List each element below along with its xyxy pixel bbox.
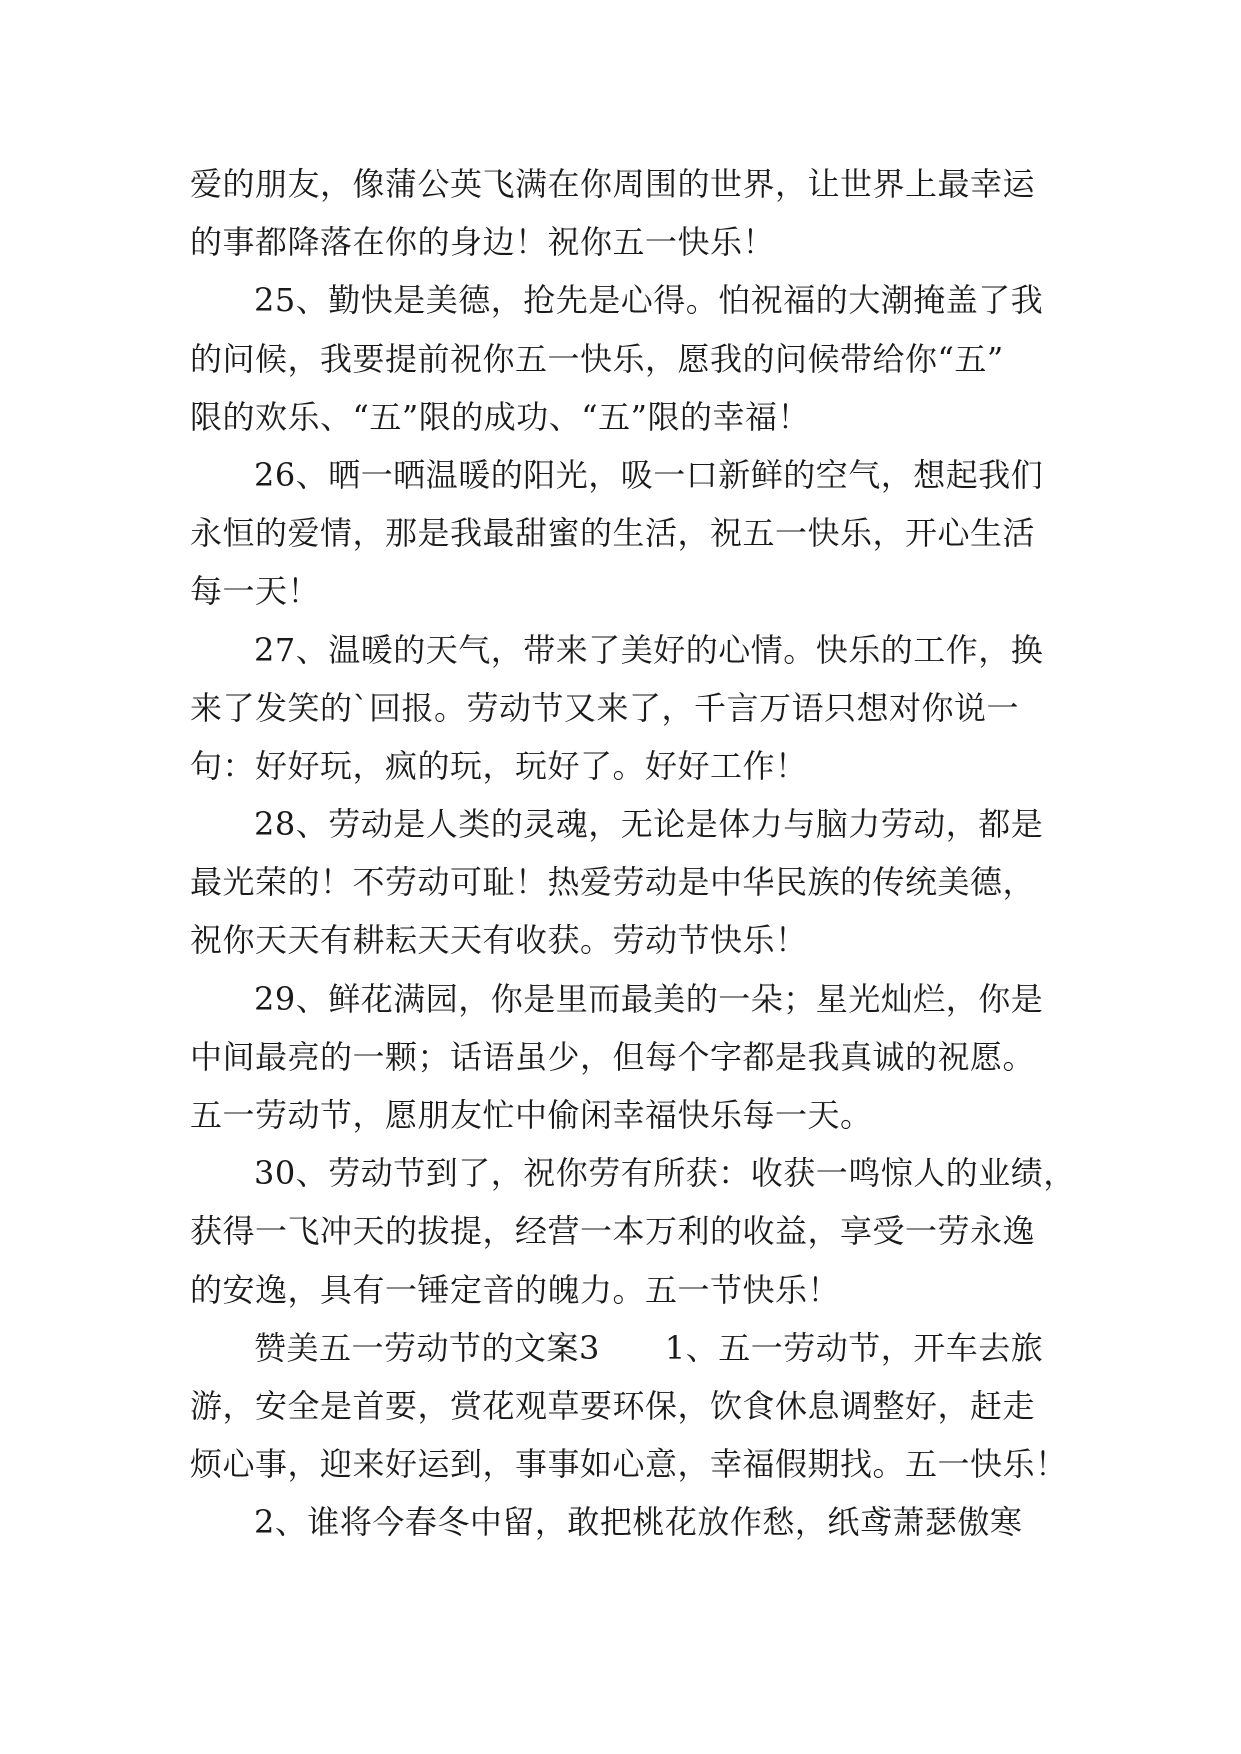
text-line: 永恒的爱情，那是我最甜蜜的生活，祝五一快乐，开心生活: [190, 514, 1036, 553]
text-line: 27、温暖的天气，带来了美好的心情。快乐的工作，换: [254, 630, 1044, 669]
text-line: 的安逸，具有一锤定音的魄力。五一节快乐！: [190, 1270, 841, 1309]
text-line: 28、劳动是人类的灵魂，无论是体力与脑力劳动，都是: [254, 805, 1044, 844]
text-line: 祝你天天有耕耘天天有收获。劳动节快乐！: [190, 921, 808, 960]
text-line: 烦心事，迎来好运到，事事如心意，幸福假期找。五一快乐！: [190, 1445, 1068, 1484]
text-line: 来了发笑的`回报。劳动节又来了，千言万语只想对你说一: [190, 688, 1020, 727]
document-body: [190, 155, 1076, 1552]
text-line: 2、谁将今春冬中留，敢把桃花放作愁，纸鸢萧瑟傲寒: [254, 1503, 1023, 1542]
text-line: 的问候，我要提前祝你五一快乐，愿我的问候带给你“五”: [190, 339, 1004, 378]
text-line: 句：好好玩，疯的玩，玩好了。好好工作！: [190, 746, 808, 785]
text-line: 最光荣的！不劳动可耻！热爱劳动是中华民族的传统美德，: [190, 863, 1036, 902]
text-line: 限的欢乐、“五”限的成功、“五”限的幸福！: [190, 397, 810, 436]
text-line: 中间最亮的一颗；话语虽少，但每个字都是我真诚的祝愿。: [190, 1037, 1036, 1076]
text-line: 25、勤快是美德，抢先是心得。怕祝福的大潮掩盖了我: [254, 281, 1044, 320]
text-line: 30、劳动节到了，祝你劳有所获：收获一鸣惊人的业绩，: [254, 1154, 1076, 1193]
text-line: 五一劳动节，愿朋友忙中偷闲幸福快乐每一天。: [190, 1096, 873, 1134]
text-line: 29、鲜花满园，你是里而最美的一朵；星光灿烂，你是: [254, 979, 1044, 1018]
text-line: 爱的朋友，像蒲公英飞满在你周围的世界，让世界上最幸运: [190, 165, 1036, 203]
text-line: 游，安全是首要，赏花观草要环保，饮食休息调整好，赶走: [190, 1386, 1036, 1425]
text-line: 26、晒一晒温暖的阳光，吸一口新鲜的空气，想起我们: [254, 455, 1044, 494]
text-line: 赞美五一劳动节的文案3 1、五一劳动节，开车去旅: [254, 1328, 1044, 1367]
text-line: 获得一飞冲天的拔提，经营一本万利的收益，享受一劳永逸: [190, 1212, 1036, 1251]
text-line: 每一天！: [190, 572, 321, 611]
text-line: 的事都降落在你的身边！祝你五一快乐！: [190, 223, 776, 262]
